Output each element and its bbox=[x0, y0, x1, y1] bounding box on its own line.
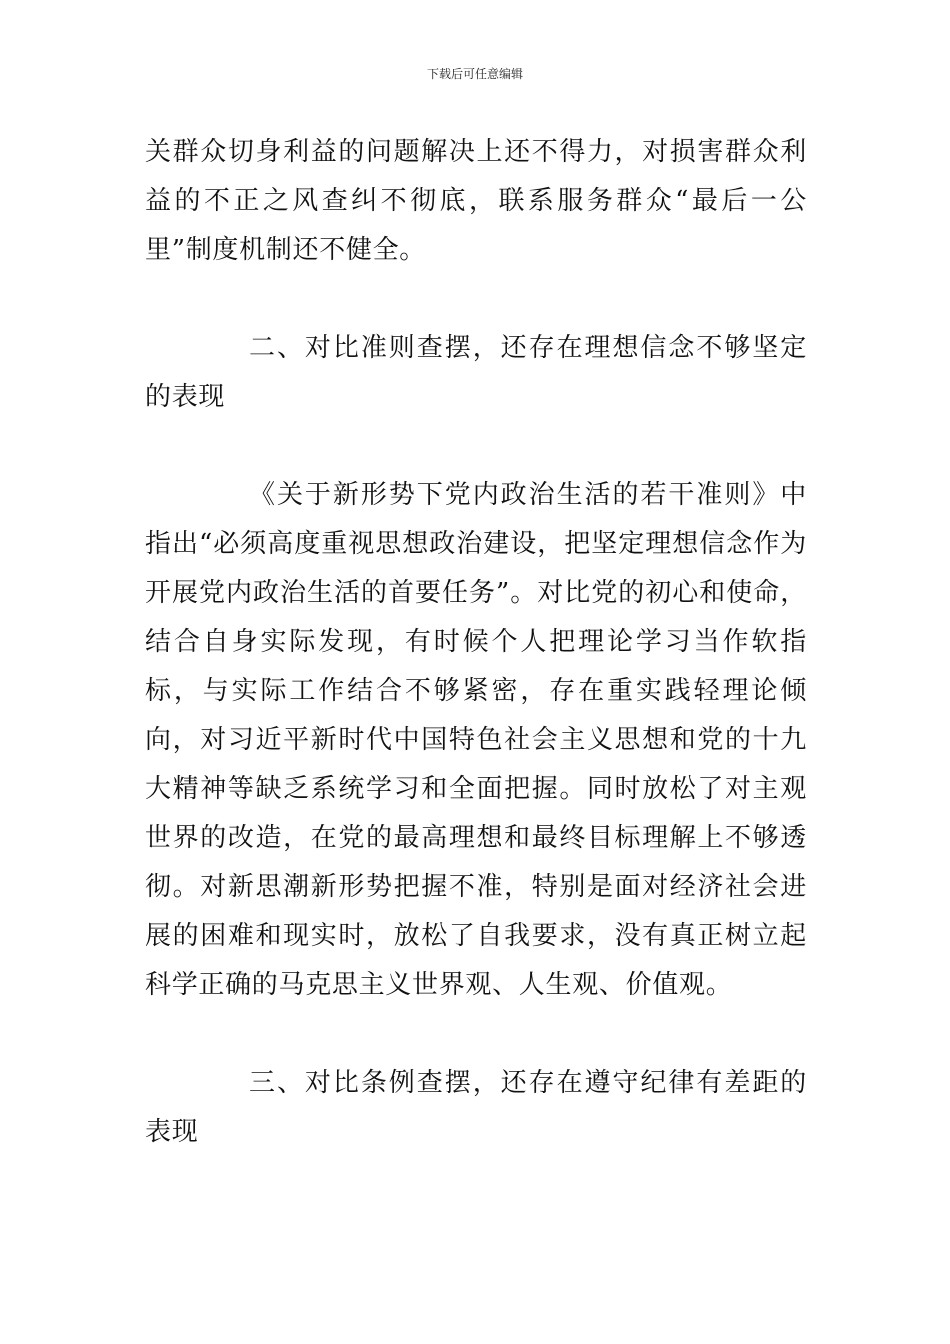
section-heading-3: 三、对比条例查摆，还存在遵守纪律有差距的表现 bbox=[145, 1068, 807, 1147]
paragraph-section-2: 《关于新形势下党内政治生活的若干准则》中指出“必须高度重视思想政治建设，把坚定理想信念作为开展党内政治生活的首要任务”。对比党的初心和使命，结合自身实际发现，有时候个人把理论学习当作软指标，与实际工作结合不够紧密，存在重实践轻理论倾向，对习近平新时代中国特色社会主义思想和党的十九大精神等缺乏系统学习和全面把握。同时放松了对主观世界的改造，在党的最高理想和最终目标理解上不够透彻。对新思潮新形势把握不准，特别是面对经济社会进展的困难和现实时，放松了自我要求，没有真正树立起科学正确的马克思主义世界观、人生观、价值观。 bbox=[145, 480, 807, 1000]
document-body bbox=[145, 128, 807, 1157]
section-heading-2: 二、对比准则查摆，还存在理想信念不够坚定的表现 bbox=[145, 333, 807, 412]
paragraph-continued: 关群众切身利益的问题解决上还不得力，对损害群众利益的不正之风查纠不彻底，联系服务群众“最后一公里”制度机制还不健全。 bbox=[145, 137, 807, 265]
page-header-note: 下载后可任意编辑 bbox=[426, 67, 523, 81]
